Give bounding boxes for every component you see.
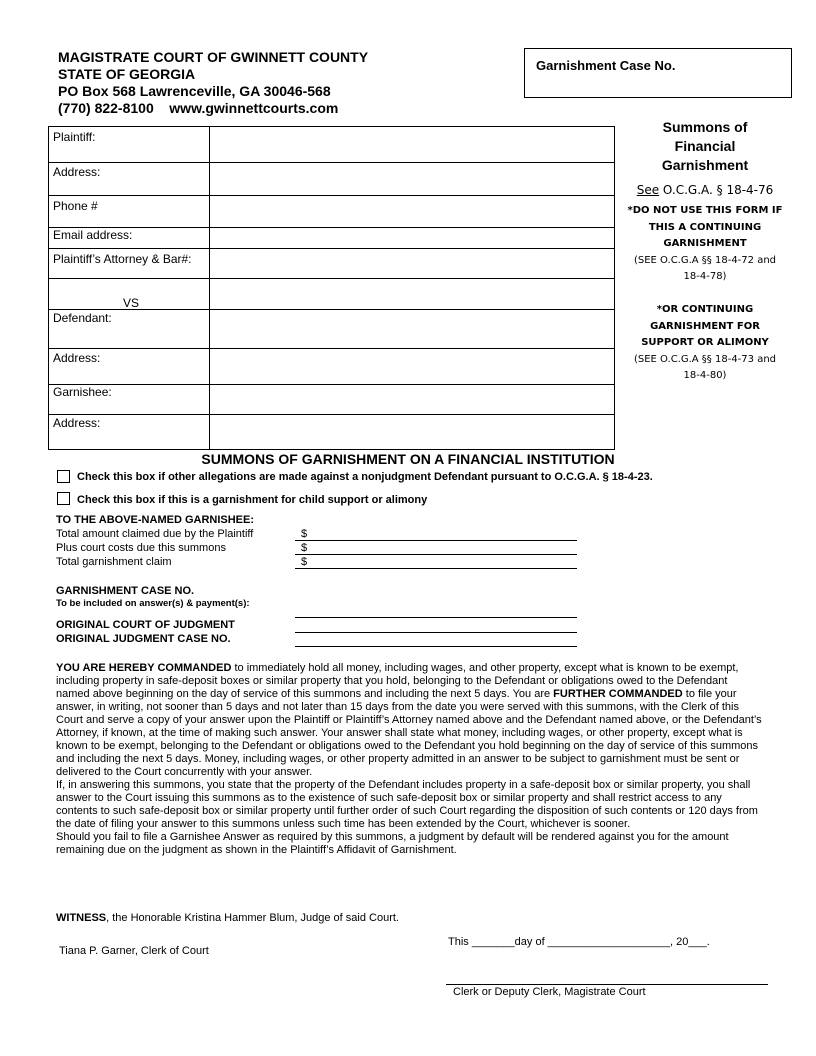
- court-state: STATE OF GEORGIA: [58, 66, 196, 82]
- parties-table: [48, 126, 615, 450]
- phone-label: Phone #: [53, 199, 98, 213]
- original-court-label: ORIGINAL COURT OF JUDGMENT: [56, 619, 235, 631]
- summons-title: SUMMONS OF GARNISHMENT ON A FINANCIAL INSTITUTION: [201, 451, 615, 467]
- row-divider: [49, 227, 614, 228]
- garnishee-label: Garnishee:: [53, 385, 112, 399]
- court-address: PO Box 568 Lawrenceville, GA 30046-568: [58, 83, 331, 99]
- warning-line: THIS A CONTINUING: [648, 221, 762, 233]
- total-claim-field[interactable]: [295, 556, 577, 569]
- child-support-checkbox[interactable]: [57, 492, 70, 505]
- row-divider: [49, 384, 614, 385]
- email-label: Email address:: [53, 228, 133, 242]
- further-command-bold: FURTHER COMMANDED: [553, 688, 683, 700]
- row-divider: [49, 348, 614, 349]
- plaintiff-label: Plaintiff:: [53, 130, 96, 144]
- warning-line: 18-4-80): [683, 370, 727, 381]
- versus-label: VS: [123, 296, 140, 310]
- statute-citation: [617, 183, 793, 197]
- court-name: MAGISTRATE COURT OF GWINNETT COUNTY: [58, 49, 369, 65]
- defendant-address-label: Address:: [53, 351, 101, 365]
- command-text: to immediately hold all money, including wages, and other property, except what is known to be exempt, including property in safe-deposit boxes or similar property that you hold, belonging to the Defendant or obligations owed to the Defendant named above beginning on the day of service of this summons and including the next 5 days. You are: [56, 662, 739, 700]
- garnishment-case-no-label: GARNISHMENT CASE NO.: [56, 585, 195, 597]
- attorney-label: Plaintiff’s Attorney & Bar#:: [53, 252, 192, 266]
- court-contact: (770) 822-8100 www.gwinnettcourts.com: [58, 100, 339, 116]
- garnishment-case-box[interactable]: [524, 48, 792, 98]
- default-paragraph: Should you fail to file a Garnishee Answer as required by this summons, a judgment by default will be rendered against you for the amount remaining due on the judgment as shown in the Plaintiff’s Affidavit of Garnishment.: [56, 831, 729, 856]
- nonjudgment-defendant-checkbox[interactable]: [57, 470, 70, 483]
- row-divider: [49, 195, 614, 196]
- see-text: See: [636, 183, 660, 197]
- warning-line: GARNISHMENT: [663, 238, 747, 249]
- safe-deposit-paragraph: If, in answering this summons, you state that the property of the Defendant includes property in a safe-deposit box or similar property, you shall answer to the Court issuing this summons as to the existence of such safe-deposit box or similar property and shall restrict access to any contents to such safe-deposit box or similar property until further order of such Court regarding the disposition of such contents or 120 days from the date of filing your answer to this summons unless such time has been extended by the Court, whichever is sooner.: [56, 779, 758, 830]
- garnishee-address-label: Address:: [53, 416, 101, 430]
- command-paragraph: [56, 662, 762, 779]
- total-claim-label: Total garnishment claim: [56, 556, 172, 568]
- witness-line: [56, 912, 399, 925]
- court-costs-field[interactable]: [295, 542, 577, 555]
- form-title-line: Summons of: [662, 119, 748, 135]
- row-divider: [49, 248, 614, 249]
- form-title-line: Financial: [674, 138, 736, 154]
- clerk-signature-label: Clerk or Deputy Clerk, Magistrate Court: [453, 986, 646, 998]
- original-court-field[interactable]: [295, 632, 577, 633]
- child-support-label: Check this box if this is a garnishment for child support or alimony: [77, 494, 428, 506]
- to-garnishee-heading: TO THE ABOVE-NAMED GARNISHEE:: [56, 514, 255, 526]
- row-divider: [49, 162, 614, 163]
- warning-line: (SEE O.C.G.A §§ 18-4-72 and: [633, 254, 777, 266]
- witness-text: , the Honorable Kristina Hammer Blum, Judge of said Court.: [106, 912, 399, 924]
- amount-claimed-field[interactable]: [295, 528, 577, 541]
- statute-text: O.C.G.A. § 18-4-76: [659, 183, 774, 197]
- witness-bold: WITNESS: [56, 912, 107, 924]
- command-text: to file your answer, in writing, not sooner than 5 days and not later than 15 days from the date you were served with this summons, with the Clerk of this Court and serve a copy of your answer upon the Plaintiff or Plaintiff’s Attorney named above and the Defendant named above, or the Defendant’s Attorney, if known, at the time of making such answer. Your answer shall state what money, including wages, or other property, except what is known to be exempt, belonging to the Defendant or obligations owed to the Defendant you hold beginning on the day of service of this summons and including the next 5 days. Money, including wages, or other property admitted in an answer to be subject to garnishment must be sent or delivered to the Court concurrently with your answer.: [56, 688, 762, 778]
- summons-body: [56, 662, 762, 857]
- warning-line: SUPPORT OR ALIMONY: [641, 337, 769, 348]
- garnishment-case-no-field[interactable]: [295, 617, 577, 618]
- warning-line: 18-4-78): [683, 271, 727, 282]
- form-title: [617, 118, 793, 175]
- warning-line: (SEE O.C.G.A §§ 18-4-73 and: [633, 353, 777, 365]
- row-divider: [49, 414, 614, 415]
- dollar-sign: $: [301, 542, 308, 554]
- parties-column-divider: [209, 127, 210, 449]
- plaintiff-address-label: Address:: [53, 165, 101, 179]
- date-line[interactable]: This _______day of ____________________, 20___.: [448, 936, 710, 948]
- warning-line: *OR CONTINUING: [656, 304, 754, 315]
- command-bold: YOU ARE HEREBY COMMANDED: [56, 662, 232, 674]
- form-title-panel: [617, 118, 793, 286]
- dollar-sign: $: [301, 556, 308, 568]
- warning-line: *DO NOT USE THIS FORM IF: [627, 205, 783, 216]
- clerk-name: Tiana P. Garner, Clerk of Court: [59, 945, 209, 957]
- continuing-warning: [617, 203, 793, 286]
- court-header: [58, 49, 368, 117]
- support-warning: [617, 296, 793, 382]
- garnishment-case-label: Garnishment Case No.: [536, 58, 676, 73]
- form-title-line: Garnishment: [661, 157, 749, 173]
- signature-line[interactable]: [446, 984, 768, 985]
- original-case-field[interactable]: [295, 646, 577, 647]
- warning-line: GARNISHMENT FOR: [650, 320, 760, 332]
- defendant-label: Defendant:: [53, 311, 112, 325]
- nonjudgment-defendant-label: Check this box if other allegations are made against a nonjudgment Defendant pursuant to O.C.G.A. § 18-4-23.: [77, 471, 653, 483]
- garnishment-case-no-note: To be included on answer(s) & payment(s):: [56, 598, 250, 609]
- court-costs-label: Plus court costs due this summons: [56, 542, 226, 554]
- original-case-label: ORIGINAL JUDGMENT CASE NO.: [56, 633, 231, 645]
- row-divider: [49, 278, 614, 279]
- dollar-sign: $: [301, 528, 308, 540]
- amount-claimed-label: Total amount claimed due by the Plaintiff: [56, 528, 254, 540]
